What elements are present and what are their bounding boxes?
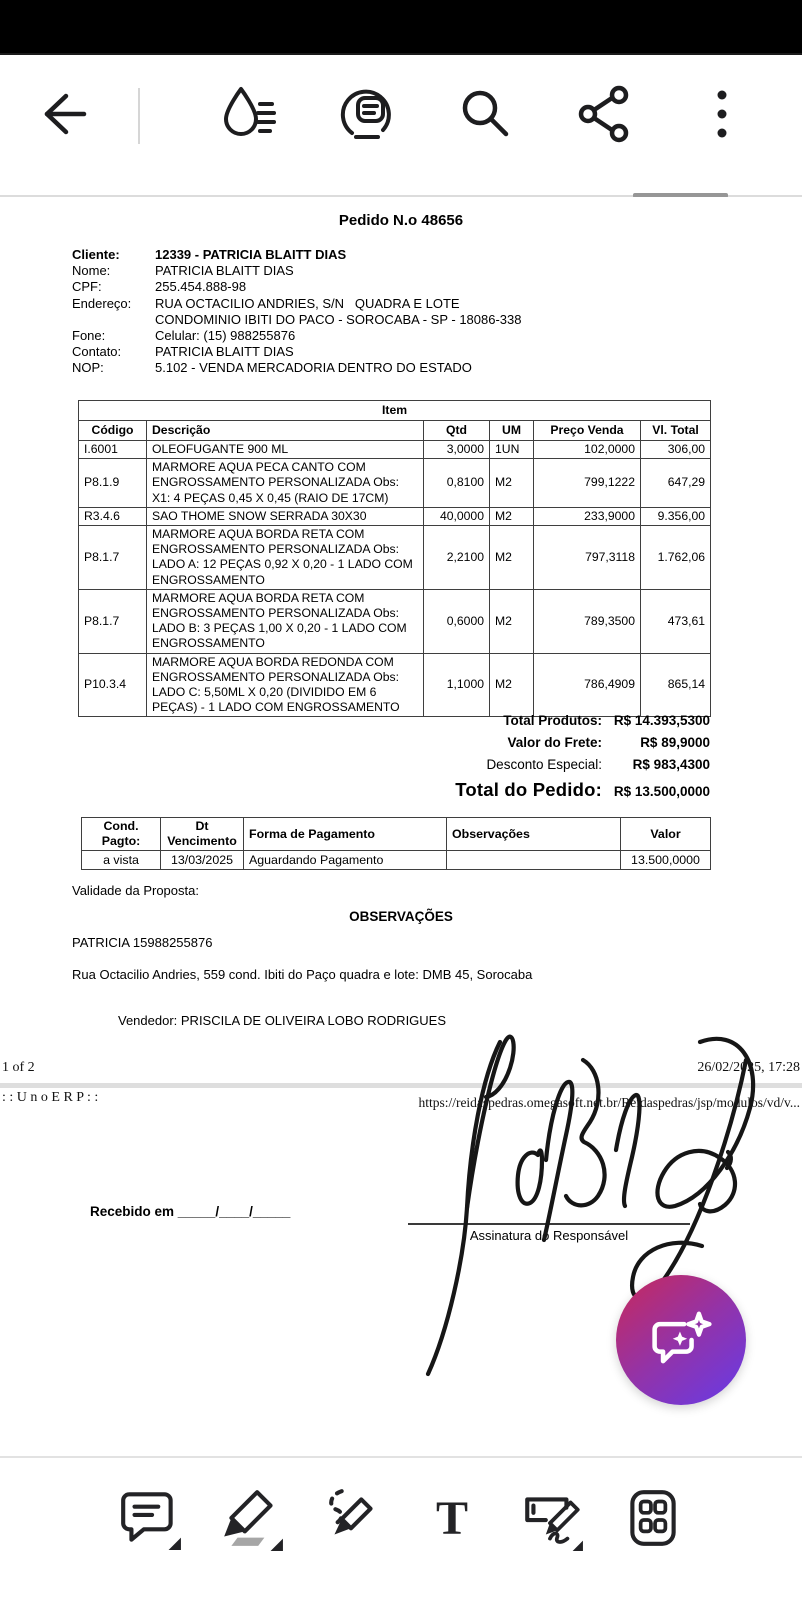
- payment-row: a vista 13/03/2025 Aguardando Pagamento 13.500,0000: [82, 851, 711, 870]
- status-bar: [0, 0, 802, 55]
- table-row: P8.1.7 MARMORE AQUA BORDA RETA COM ENGROSSAMENTO PERSONALIZADA Obs: LADO B: 3 PEÇAS 1,00 X 0,20 - 1 LADO COM ENGROSSAMENTO 0,6000 M2 789,3500 473,61: [79, 589, 711, 653]
- info-row-contato: Contato: PATRICIA BLAITT DIAS: [72, 344, 294, 360]
- tools-grid-icon: [620, 1486, 686, 1552]
- top-toolbar: [0, 55, 802, 183]
- info-row-endereco-2: CONDOMINIO IBITI DO PACO - SOROCABA - SP - 18086-338: [155, 311, 522, 327]
- share-icon: [573, 82, 637, 146]
- signature-line: [408, 1223, 690, 1225]
- signature-caption: Assinatura do Responsável: [469, 1228, 629, 1243]
- total-pedido-row: Total do Pedido: R$ 13.500,0000: [455, 779, 710, 800]
- back-arrow-icon: [32, 82, 96, 146]
- back-button[interactable]: [32, 82, 96, 146]
- items-group-header: Item: [79, 401, 711, 421]
- info-row-endereco: Endereço: RUA OCTACILIO ANDRIES, S/N QUADRA E LOTE: [72, 295, 460, 311]
- pdf-page: [0, 197, 802, 1456]
- payment-header-row: Cond. Pagto: Dt Vencimento Forma de Pagamento Observações Valor: [82, 818, 711, 851]
- info-row-cpf: CPF: 255.454.888-98: [72, 279, 247, 295]
- table-row: P8.1.7 MARMORE AQUA BORDA RETA COM ENGROSSAMENTO PERSONALIZADA Obs: LADO A: 12 PEÇAS 0,92 X 0,20 - 1 LADO COM ENGROSSAMENTO 2,2100 M2 797,3118 1.762,06: [79, 526, 711, 590]
- three-dot-menu-icon: [690, 82, 754, 146]
- ink-settings-button[interactable]: [218, 82, 282, 146]
- more-tools-button[interactable]: [617, 1483, 689, 1555]
- erp-name: : : U n o E R P : :: [2, 1090, 99, 1105]
- ink-pen-icon: [319, 1486, 385, 1552]
- table-row: P10.3.4 MARMORE AQUA BORDA REDONDA COM ENGROSSAMENTO PERSONALIZADA Obs: LADO C: 5,50ML X 0,20 (DIVIDIDO EM 6 PEÇAS) - 1 LADO COM ENGROSSAMENTO 1,1000 M2 786,4909 865,14: [79, 653, 711, 717]
- recebido-em-line: Recebido em _____/____/_____: [90, 1204, 291, 1219]
- page-number: 1 of 2: [2, 1060, 35, 1075]
- fill-sign-button[interactable]: [516, 1483, 588, 1555]
- desconto-row: Desconto Especial: R$ 983,4300: [486, 757, 710, 772]
- totals-block: [420, 713, 710, 805]
- table-row: P8.1.9 MARMORE AQUA PECA CANTO COM ENGROSSAMENTO PERSONALIZADA Obs: X1: 4 PEÇAS 0,45 X 0,45 (RAIO DE 17CM) 0,8100 M2 799,1222 647,29: [79, 459, 711, 508]
- add-text-button[interactable]: [416, 1483, 488, 1555]
- info-row-fone: Fone: Celular: (15) 988255876: [72, 328, 296, 344]
- payment-table: [81, 817, 711, 870]
- table-row: I.6001 OLEOFUGANTE 900 ML 3,0000 1UN 102,0000 306,00: [79, 441, 711, 459]
- items-header-row: Código Descrição Qtd UM Preço Venda Vl. Total: [79, 421, 711, 441]
- ai-assistant-fab[interactable]: [616, 1275, 746, 1405]
- validade-label: Validade da Proposta:: [72, 883, 199, 898]
- note-comment-icon: [117, 1486, 183, 1552]
- highlighter-icon: [219, 1486, 285, 1552]
- text-tool-icon: T: [435, 1492, 468, 1545]
- search-icon: [453, 82, 517, 146]
- comment-bubble-icon: [336, 82, 400, 146]
- info-row-cliente: Cliente: 12339 - PATRICIA BLAITT DIAS: [72, 247, 347, 262]
- draw-ink-button[interactable]: [316, 1483, 388, 1555]
- items-table: [78, 400, 711, 717]
- overflow-menu-button[interactable]: [690, 82, 754, 146]
- share-button[interactable]: [573, 82, 637, 146]
- annotation-toolbar: [0, 1458, 802, 1599]
- observacoes-line: PATRICIA 15988255876: [72, 935, 213, 950]
- print-datetime: 26/02/2025, 17:28: [697, 1060, 800, 1075]
- add-comment-button[interactable]: [114, 1483, 186, 1555]
- info-row-nome: Nome: PATRICIA BLAITT DIAS: [72, 263, 294, 279]
- observacoes-line: Rua Octacilio Andries, 559 cond. Ibiti do Paço quadra e lote: DMB 45, Sorocaba: [72, 967, 533, 982]
- comments-list-button[interactable]: [336, 82, 400, 146]
- highlighter-button[interactable]: [216, 1483, 288, 1555]
- search-button[interactable]: [453, 82, 517, 146]
- toolbar-divider: [138, 88, 140, 144]
- info-row-nop: NOP: 5.102 - VENDA MERCADORIA DENTRO DO ESTADO: [72, 360, 472, 376]
- order-title: Pedido N.o 48656: [338, 212, 464, 229]
- vendedor-line: Vendedor: PRISCILA DE OLIVEIRA LOBO RODRIGUES: [118, 1013, 447, 1028]
- fill-sign-icon: [519, 1486, 585, 1552]
- client-info-block: [72, 247, 732, 377]
- total-produtos-row: Total Produtos: R$ 14.393,5300: [503, 713, 710, 728]
- ink-drop-icon: [218, 82, 282, 146]
- observacoes-title: OBSERVAÇÕES: [349, 909, 453, 924]
- chat-sparkle-icon: [643, 1302, 719, 1378]
- table-row: R3.4.6 SAO THOME SNOW SERRADA 30X30 40,0000 M2 233,9000 9.356,00: [79, 507, 711, 525]
- valor-frete-row: Valor do Frete: R$ 89,9000: [507, 735, 710, 750]
- source-url: https://reidaspedras.omegasoft.net.br/Reidaspedras/jsp/modulos/vd/v...: [418, 1095, 800, 1110]
- footer-divider: [0, 1083, 802, 1088]
